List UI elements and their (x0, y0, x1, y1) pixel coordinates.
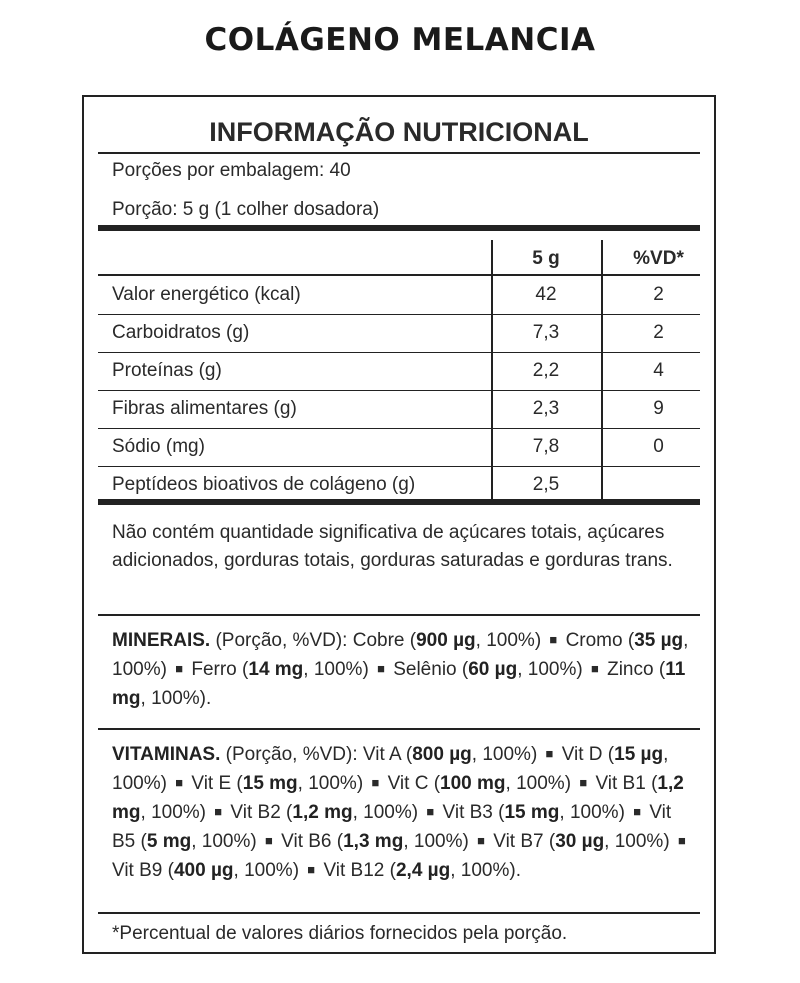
header-amount: 5 g (532, 248, 560, 269)
heading-rule (98, 152, 700, 154)
nutrition-label (82, 95, 716, 954)
row-name: Fibras alimentares (g) (112, 398, 297, 419)
row-name: Proteínas (g) (112, 360, 222, 381)
column-divider-dv (601, 240, 603, 502)
vitamin-item: Vit B2 (1,2 mg, 100%) (230, 802, 419, 823)
vitamin-item: Vit B6 (1,3 mg, 100%) (281, 831, 469, 852)
bullet-icon: ■ (214, 804, 223, 819)
table-row (98, 276, 700, 314)
row-name: Peptídeos bioativos de colágeno (g) (112, 474, 416, 495)
bullet-icon: ■ (633, 804, 642, 819)
bullet-icon: ■ (545, 746, 554, 761)
vitamins-rule (98, 912, 700, 914)
product-title: COLÁGENO MELANCIA (204, 22, 596, 58)
table-row (98, 314, 700, 352)
vitamins-paragraph (112, 741, 690, 886)
note-rule (98, 614, 700, 616)
minerals-intro: (Porção, %VD): (215, 630, 348, 651)
vitamin-item: Vit D (15 µg, 100%) (112, 744, 669, 794)
header-dv: %VD* (633, 248, 684, 269)
table-row (98, 390, 700, 428)
row-dv: 4 (653, 360, 664, 381)
minerals-label: MINERAIS. (112, 630, 211, 651)
row-name: Valor energético (kcal) (112, 284, 301, 305)
row-amount: 2,2 (532, 360, 560, 381)
vitamin-item: Vit B7 (30 µg, 100%) (493, 831, 670, 852)
vitamin-item: Vit B3 (15 mg, 100%) (442, 802, 625, 823)
vitamin-item: Vit B12 (2,4 µg, 100%). (323, 860, 521, 881)
row-amount: 42 (535, 284, 557, 305)
footnote: *Percentual de valores diários fornecidos pela porção. (112, 923, 568, 944)
vitamin-item: Vit A (800 µg, 100%) (362, 744, 538, 765)
bullet-icon: ■ (307, 862, 316, 877)
row-dv: 2 (653, 284, 664, 305)
nutrition-label-inner (98, 97, 700, 952)
table-row (98, 428, 700, 466)
table-row (98, 352, 700, 390)
bullet-icon: ■ (677, 833, 686, 848)
bullet-icon: ■ (426, 804, 435, 819)
bullet-icon: ■ (371, 775, 380, 790)
column-divider-amount (491, 240, 493, 502)
row-dv: 2 (653, 322, 664, 343)
mineral-item: Cromo (35 µg, 100%) (112, 630, 689, 680)
bullet-icon: ■ (175, 775, 184, 790)
vitamin-item: Vit B5 (5 mg, 100%) (112, 802, 672, 852)
thick-rule-top (98, 225, 700, 231)
mineral-item: Selênio (60 µg, 100%) (393, 659, 583, 680)
vitamins-label: VITAMINAS. (112, 744, 221, 765)
bullet-icon: ■ (590, 661, 599, 676)
bullet-icon: ■ (579, 775, 588, 790)
minerals-rule (98, 728, 700, 730)
bullet-icon: ■ (175, 661, 184, 676)
serving-size: Porção: 5 g (1 colher dosadora) (112, 199, 380, 220)
table-header-row (98, 240, 700, 278)
row-dv: 0 (653, 436, 664, 457)
mineral-item: Ferro (14 mg, 100%) (191, 659, 369, 680)
vitamin-item: Vit B1 (1,2 mg, 100%) (112, 773, 684, 823)
vitamin-item: Vit C (100 mg, 100%) (387, 773, 572, 794)
bullet-icon: ■ (265, 833, 273, 848)
row-amount: 2,3 (532, 398, 560, 419)
bullet-icon: ■ (477, 833, 485, 848)
not-significant-note: Não contém quantidade significativa de açúcares totais, açúcares adicionados, gorduras totais, gorduras saturadas e gorduras trans. (112, 522, 673, 571)
mineral-item: Cobre (900 µg, 100%) (352, 630, 542, 651)
vitamins-intro: (Porção, %VD): (225, 744, 358, 765)
bullet-icon: ■ (377, 661, 385, 676)
row-amount: 2,5 (532, 474, 560, 495)
row-amount: 7,8 (532, 436, 560, 457)
servings-per-package: Porções por embalagem: 40 (112, 160, 351, 181)
row-amount: 7,3 (532, 322, 560, 343)
row-name: Carboidratos (g) (112, 322, 250, 343)
row-dv: 9 (653, 398, 664, 419)
vitamin-item: Vit B9 (400 µg, 100%) (112, 860, 300, 881)
minerals-paragraph (112, 627, 690, 713)
label-heading: INFORMAÇÃO NUTRICIONAL (209, 117, 589, 147)
vitamin-item: Vit E (15 mg, 100%) (191, 773, 364, 794)
bullet-icon: ■ (549, 632, 558, 647)
mineral-item: Zinco (11 mg, 100%). (112, 659, 686, 709)
thick-rule-bottom (98, 499, 700, 505)
row-name: Sódio (mg) (112, 436, 205, 457)
